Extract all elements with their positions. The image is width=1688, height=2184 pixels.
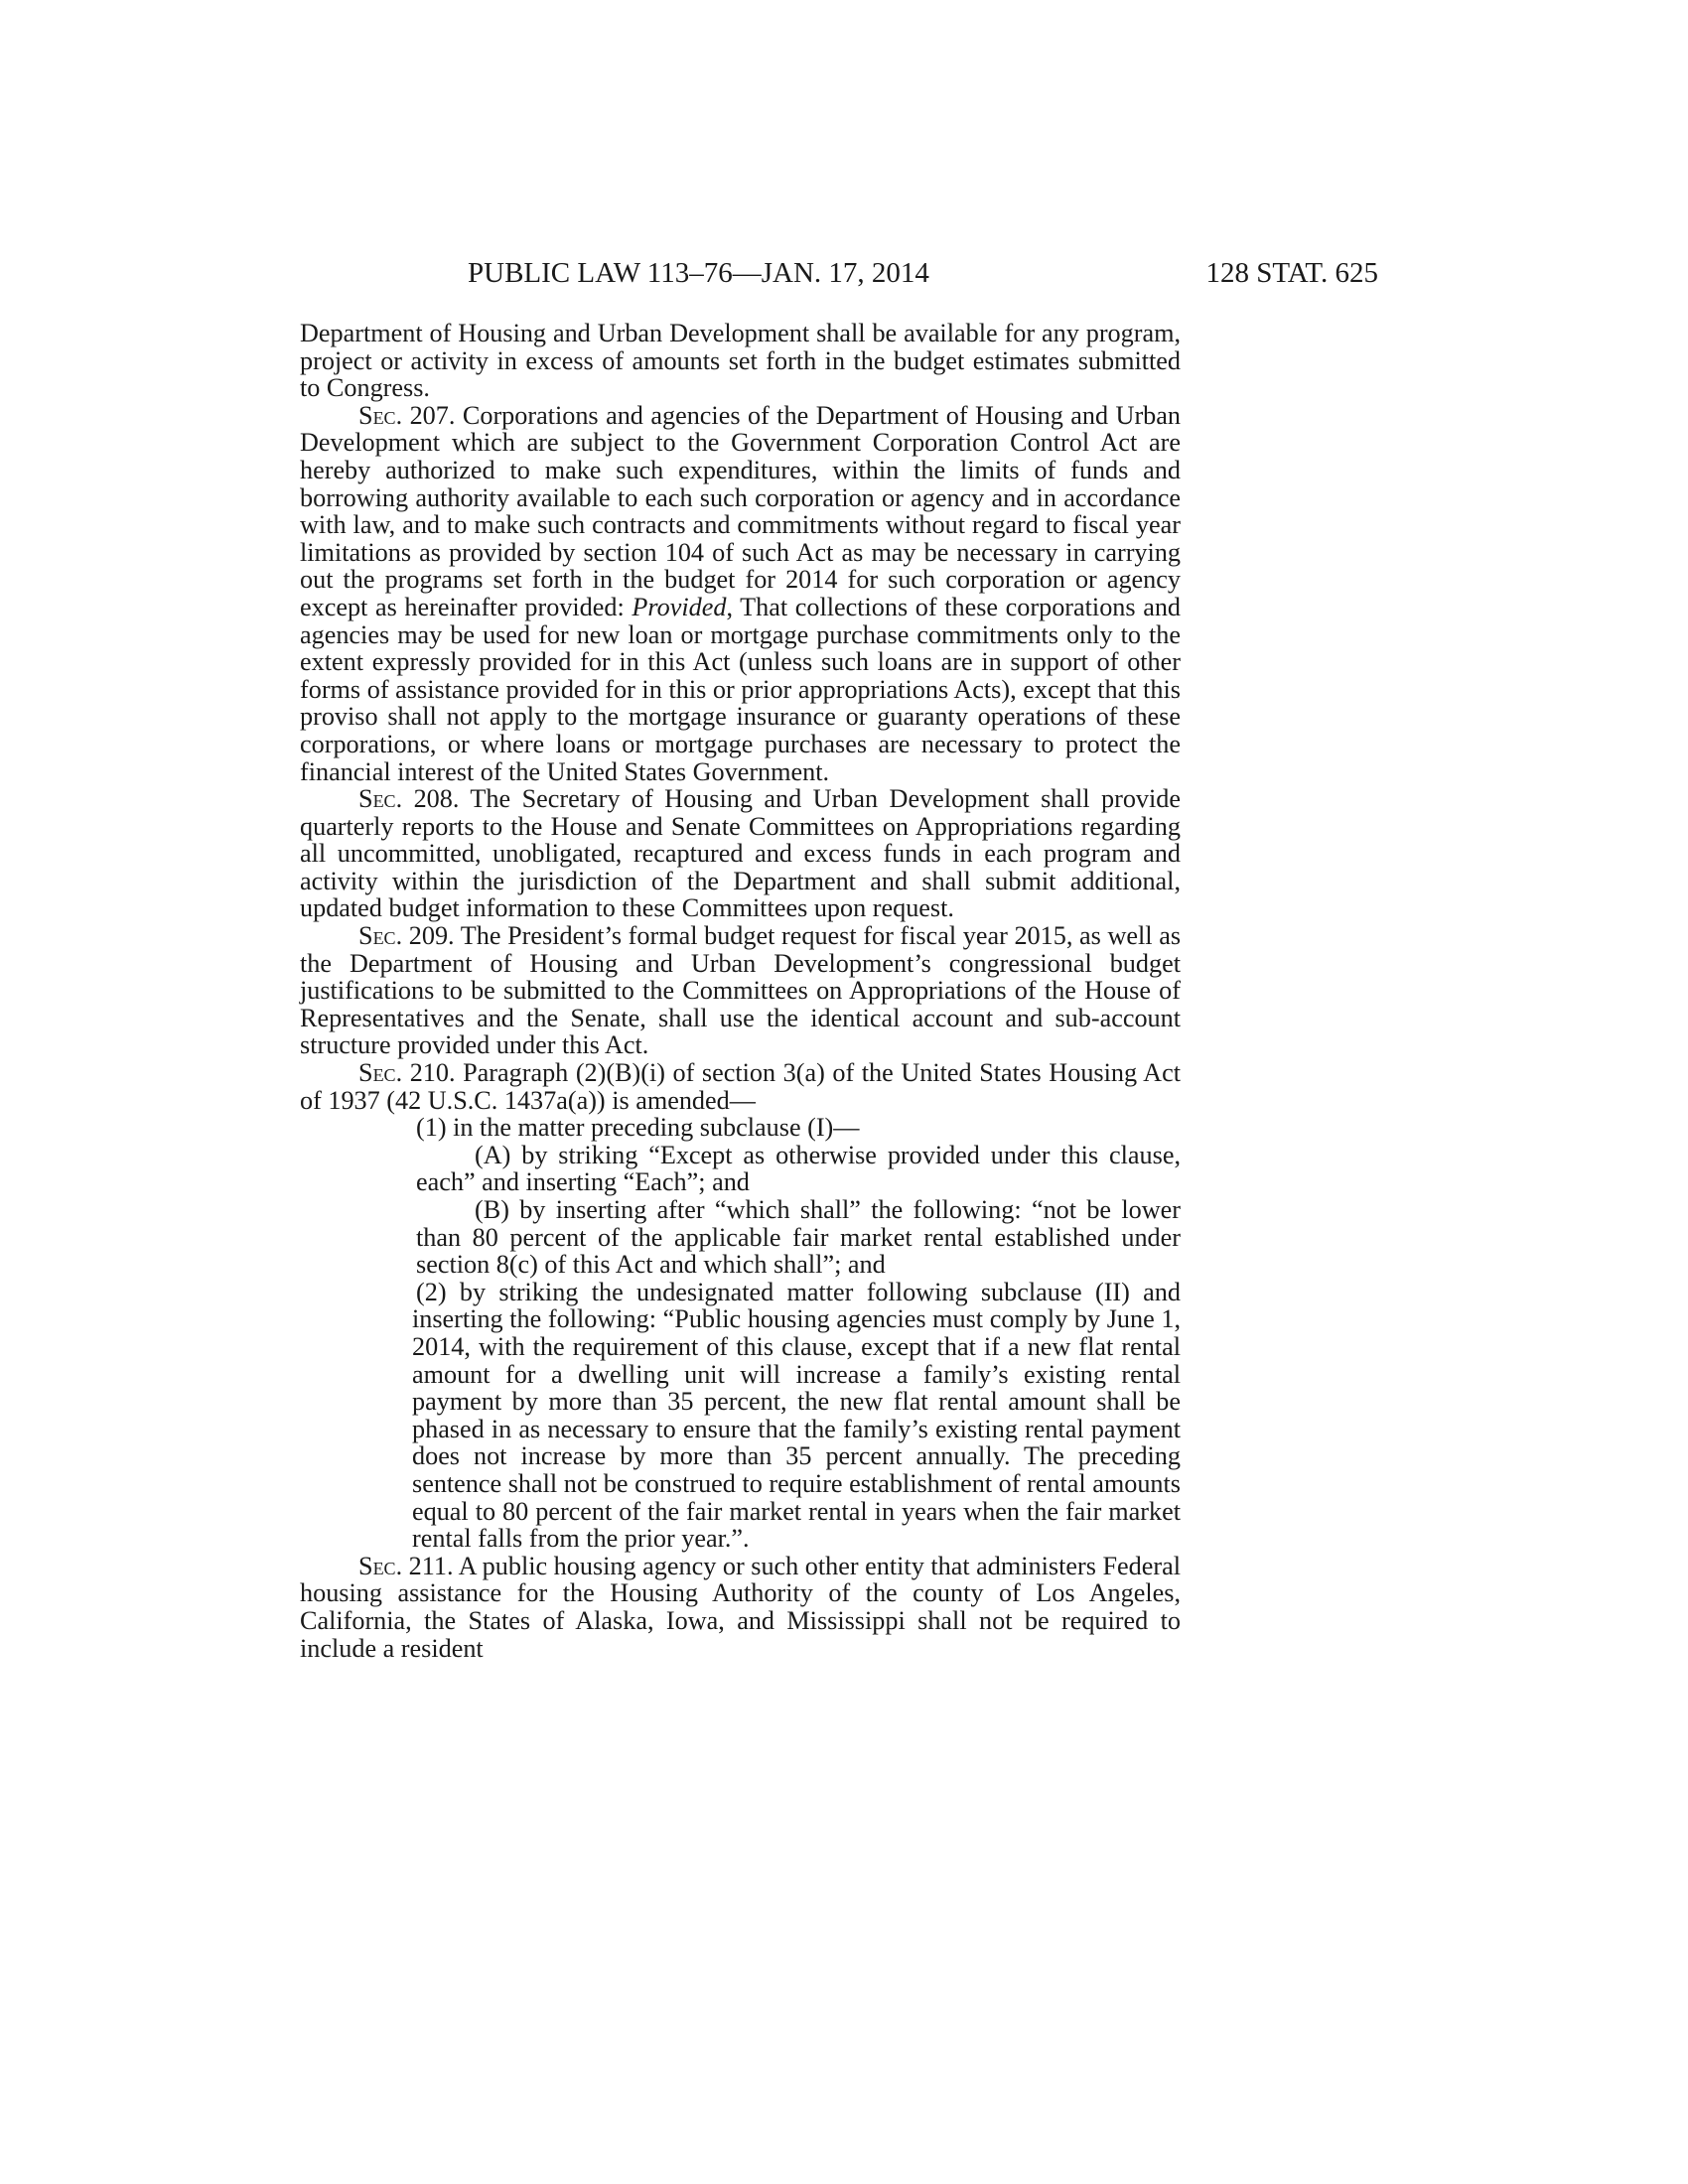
section-text: The President’s formal budget request for fiscal year 2015, as well as the Department of Housing and Urban Development’s congressional budget justifications to be submitted to the Committees on Appropriations of the House of Representatives and the Senate, shall use the identical account and sub-account structure provided under this Act. <box>300 921 1182 1060</box>
section-211 <box>300 1553 1181 1662</box>
section-text-continued: , That collections of these corporations and agencies may be used for new loan or mortgage purchase commitments only to the extent expressly provided for in this Act (unless such loans are in support of other forms of assistance provided for in this or prior appropriations Acts), except that this proviso shall not apply to the mortgage insurance or guaranty operations of these corporations, or where loans or mortgage purchases are necessary to protect the financial interest of the United States Government. <box>300 592 1182 786</box>
section-210 <box>300 1059 1181 1114</box>
paragraph-1: (1) in the matter preceding subclause (I)— <box>416 1113 860 1143</box>
section-number: . 210. <box>395 1058 456 1088</box>
section-number: . 208. <box>395 784 460 814</box>
running-head <box>298 253 1378 293</box>
section-label: Sec <box>358 1058 396 1088</box>
section-label: Sec <box>358 400 396 430</box>
section-text: The Secretary of Housing and Urban Development shall provide quarterly reports to the House and Senate Committees on Appropriations regarding all uncommitted, unobligated, recaptured and excess funds in each program and activity within the jurisdiction of the Department and shall submit additional, updated budget information to these Committees upon request. <box>300 784 1182 923</box>
section-text: Paragraph (2)(B)(i) of section 3(a) of the United States Housing Act of 1937 (42 U.S.C. 1437a(a)) is amended— <box>300 1058 1181 1115</box>
section-label: Sec <box>358 784 396 814</box>
section-label: Sec <box>358 1551 396 1580</box>
section-207 <box>300 402 1181 785</box>
continuation-paragraph: Department of Housing and Urban Development shall be available for any program, project or activity in excess of amounts set forth in the budget estimates submitted to Congress. <box>300 319 1181 403</box>
paragraph-2-text: (2) by striking the undesignated matter following subclause (II) and inserting the following: “Public housing agencies must comply by June 1, 2014, with the requirement of this clause, except that if a new flat rental amount for a dwelling unit will increase a family’s existing rental payment by more than 35 percent, the new flat rental amount shall be phased in as necessary to ensure that the family’s existing rental payment does not increase by more than 35 percent annually. The preceding sentence shall not be construed to require establishment of rental amounts equal to 80 percent of the fair market rental in years when the fair market rental falls from the prior year.”. <box>412 1277 1181 1554</box>
provided-term: Provided <box>632 592 727 621</box>
section-label: Sec <box>358 921 396 951</box>
section-number: . 207. <box>395 400 456 430</box>
subparagraph-a: (A) by striking “Except as otherwise provided under this clause, each” and inserting “Each”; and <box>416 1140 1181 1197</box>
document-body <box>300 320 1181 1662</box>
subparagraph-b: (B) by inserting after “which shall” the following: “not be lower than 80 percent of the applicable fair market rental established under section 8(c) of this Act and which shall”; and <box>416 1195 1181 1280</box>
section-208 <box>300 785 1181 922</box>
section-text: A public housing agency or such other entity that administers Federal housing assistance for the Housing Authority of the county of Los Angeles, California, the States of Alaska, Iowa, and Mississippi shall not be required to include a resident <box>300 1551 1181 1663</box>
section-text: Corporations and agencies of the Department of Housing and Urban Development which are subject to the Government Corporation Control Act are hereby authorized to make such expenditures, within the limits of funds and borrowing authority available to each such corporation or agency and in accordance with law, and to make such contracts and commitments without regard to fiscal year limitations as provided by section 104 of such Act as may be necessary in carrying out the programs set forth in the budget for 2014 for such corporation or agency except as hereinafter provided: <box>300 400 1181 621</box>
running-head-title: PUBLIC LAW 113–76—JAN. 17, 2014 <box>468 257 929 289</box>
section-number: . 211. <box>395 1551 454 1580</box>
section-209 <box>300 922 1181 1059</box>
page-number: 128 STAT. 625 <box>1205 257 1378 289</box>
paragraph-2 <box>300 1279 1181 1553</box>
section-number: . 209. <box>395 921 455 951</box>
